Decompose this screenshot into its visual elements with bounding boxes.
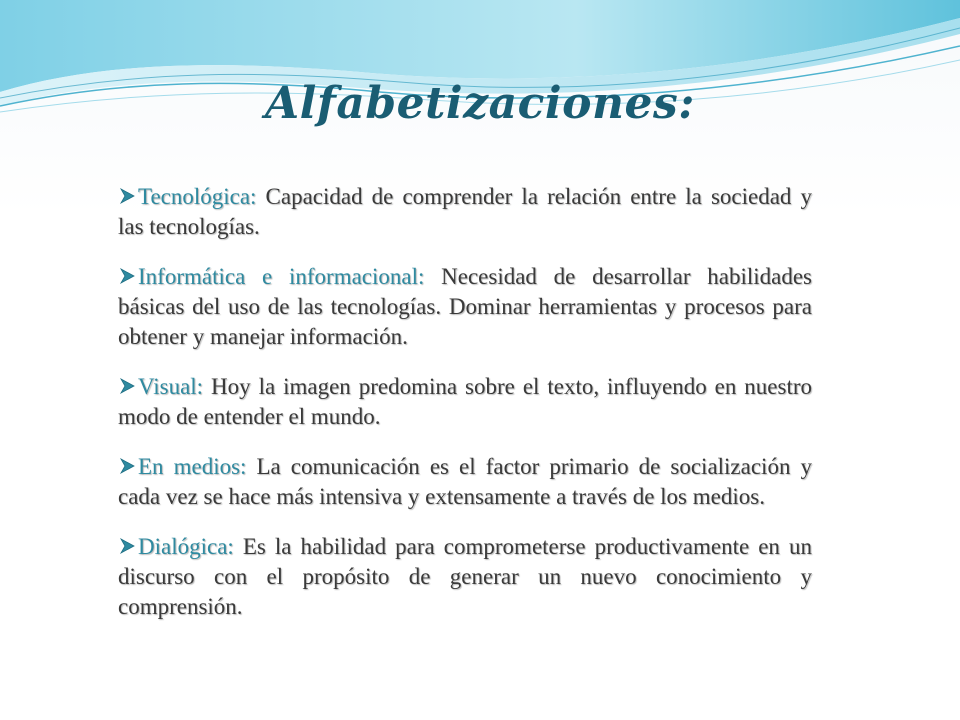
- item-term: Visual:: [138, 374, 204, 399]
- item-term: Dialógica:: [138, 534, 234, 559]
- arrow-bullet-icon: [118, 457, 136, 475]
- item-term: En medios:: [138, 454, 247, 479]
- arrow-bullet-icon: [118, 267, 136, 285]
- arrow-bullet-icon: [118, 537, 136, 555]
- bullet-list: [118, 182, 812, 642]
- list-item: [118, 182, 812, 242]
- item-text: Capacidad de comprender la relación entre la sociedad y las tecnologías.: [118, 184, 812, 239]
- list-item: [118, 262, 812, 352]
- item-text: Es la habilidad para comprometerse productivamente en un discurso con el propósito de generar un nuevo conocimiento y comprensión.: [118, 534, 812, 619]
- list-item: [118, 452, 812, 512]
- item-text: La comunicación es el factor primario de socialización y cada vez se hace más intensiva y extensamente a través de los medios.: [118, 454, 812, 509]
- item-term: Tecnológica:: [138, 184, 257, 209]
- item-term: Informática e informacional:: [138, 264, 425, 289]
- item-text: Hoy la imagen predomina sobre el texto, influyendo en nuestro modo de entender el mundo.: [118, 374, 812, 429]
- slide-title: Alfabetizaciones:: [265, 78, 695, 129]
- item-text: Necesidad de desarrollar habilidades básicas del uso de las tecnologías. Dominar herramientas y procesos para obtener y manejar información.: [118, 264, 812, 349]
- list-item: [118, 372, 812, 432]
- arrow-bullet-icon: [118, 187, 136, 205]
- list-item: [118, 532, 812, 622]
- arrow-bullet-icon: [118, 377, 136, 395]
